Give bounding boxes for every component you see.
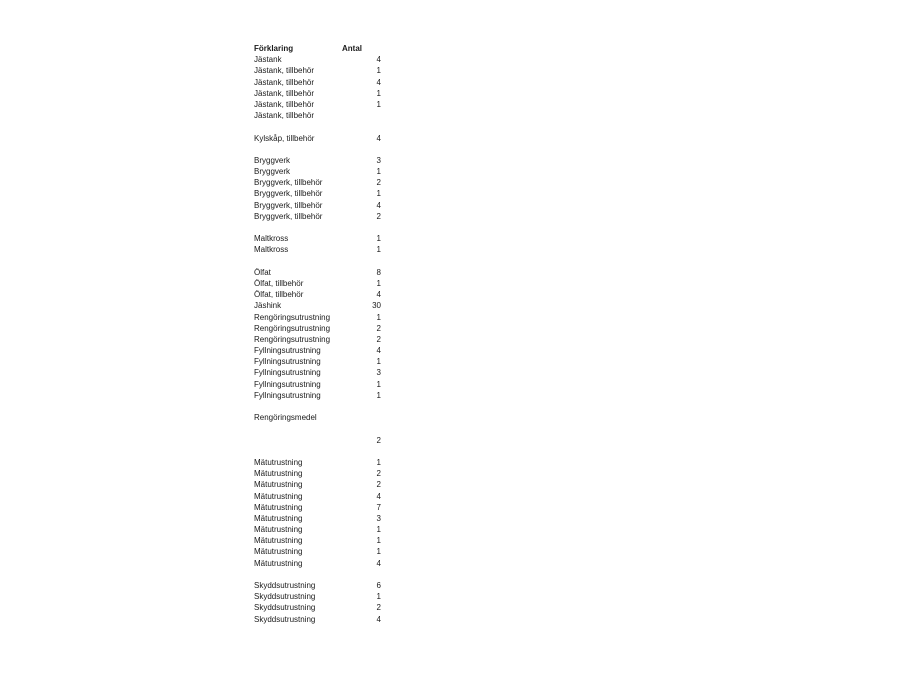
table-row bbox=[254, 591, 394, 602]
quantity-cell: 30 bbox=[372, 301, 381, 311]
description-cell: Kylskåp, tillbehör bbox=[254, 133, 315, 143]
description-cell: Bryggverk, tillbehör bbox=[254, 178, 323, 188]
description-cell: Mätutrustning bbox=[254, 536, 303, 546]
quantity-cell: 3 bbox=[376, 155, 381, 165]
table-row bbox=[254, 121, 394, 132]
quantity-cell: 4 bbox=[376, 346, 381, 356]
description-cell: Bryggverk bbox=[254, 167, 291, 177]
table-row bbox=[254, 233, 394, 244]
table-row bbox=[254, 222, 394, 233]
quantity-cell: 1 bbox=[376, 547, 381, 557]
table-row bbox=[254, 267, 394, 278]
table-row bbox=[254, 446, 394, 457]
description-cell: Mätutrustning bbox=[254, 525, 303, 535]
quantity-cell: 1 bbox=[376, 99, 381, 109]
description-cell: Maltkross bbox=[254, 245, 289, 255]
table-row bbox=[254, 367, 394, 378]
quantity-cell: 2 bbox=[376, 178, 381, 188]
quantity-cell: 7 bbox=[376, 502, 381, 512]
table-row bbox=[254, 300, 394, 311]
table-row bbox=[254, 188, 394, 199]
quantity-cell: 2 bbox=[376, 435, 381, 445]
table-header bbox=[254, 43, 394, 54]
description-cell: Rengöringsutrustning bbox=[254, 334, 331, 344]
table-row bbox=[254, 546, 394, 557]
description-cell: Jästank, tillbehör bbox=[254, 111, 315, 121]
quantity-cell: 6 bbox=[376, 581, 381, 590]
description-cell: Skyddsutrustning bbox=[254, 603, 316, 613]
quantity-cell: 4 bbox=[376, 77, 381, 87]
quantity-cell: 2 bbox=[376, 211, 381, 221]
quantity-cell: 4 bbox=[376, 55, 381, 65]
description-cell: Skyddsutrustning bbox=[254, 614, 316, 624]
table-row bbox=[254, 390, 394, 401]
quantity-cell: 1 bbox=[376, 390, 381, 400]
table-row bbox=[254, 289, 394, 300]
quantity-cell: 1 bbox=[376, 457, 381, 467]
description-cell: Jäshink bbox=[254, 301, 282, 311]
quantity-cell: 1 bbox=[376, 278, 381, 288]
quantity-cell: 8 bbox=[376, 267, 381, 277]
table-row bbox=[254, 345, 394, 356]
column-header-description: Förklaring bbox=[254, 44, 294, 53]
table-row bbox=[254, 524, 394, 535]
table-row bbox=[254, 334, 394, 345]
table-row bbox=[254, 177, 394, 188]
table-row bbox=[254, 133, 394, 144]
table-row bbox=[254, 110, 394, 121]
table-row bbox=[254, 614, 394, 625]
description-cell: Mätutrustning bbox=[254, 502, 303, 512]
quantity-cell: 1 bbox=[376, 312, 381, 322]
quantity-cell: 4 bbox=[376, 491, 381, 501]
table-row bbox=[254, 278, 394, 289]
quantity-cell: 1 bbox=[376, 592, 381, 602]
description-cell: Jästank bbox=[254, 55, 282, 65]
table-row bbox=[254, 468, 394, 479]
quantity-cell: 3 bbox=[376, 368, 381, 378]
description-cell: Bryggverk, tillbehör bbox=[254, 211, 323, 221]
quantity-cell: 1 bbox=[376, 357, 381, 367]
table-row bbox=[254, 457, 394, 468]
quantity-cell: 1 bbox=[376, 536, 381, 546]
table-row bbox=[254, 77, 394, 88]
table-row bbox=[254, 502, 394, 513]
description-cell: Mätutrustning bbox=[254, 547, 303, 557]
table-row bbox=[254, 144, 394, 155]
table-row bbox=[254, 99, 394, 110]
table-row bbox=[254, 535, 394, 546]
table-row bbox=[254, 54, 394, 65]
table-body bbox=[254, 54, 394, 625]
description-cell: Ölfat, tillbehör bbox=[254, 290, 304, 300]
table-row bbox=[254, 155, 394, 166]
table-row bbox=[254, 379, 394, 390]
quantity-cell: 4 bbox=[376, 200, 381, 210]
table-row bbox=[254, 244, 394, 255]
table-row bbox=[254, 580, 394, 591]
table-row bbox=[254, 211, 394, 222]
quantity-cell: 4 bbox=[376, 290, 381, 300]
table-row bbox=[254, 88, 394, 99]
quantity-cell: 4 bbox=[376, 614, 381, 624]
table-row bbox=[254, 491, 394, 502]
quantity-cell: 4 bbox=[376, 133, 381, 143]
description-cell: Jästank, tillbehör bbox=[254, 77, 315, 87]
inventory-sheet bbox=[254, 43, 394, 625]
quantity-cell: 2 bbox=[376, 469, 381, 479]
table-row bbox=[254, 323, 394, 334]
description-cell: Jästank, tillbehör bbox=[254, 66, 315, 76]
description-cell: Rengöringsutrustning bbox=[254, 323, 331, 333]
description-cell: Bryggverk, tillbehör bbox=[254, 200, 323, 210]
description-cell: Rengöringsutrustning bbox=[254, 312, 331, 322]
quantity-cell: 2 bbox=[376, 323, 381, 333]
description-cell: Mätutrustning bbox=[254, 457, 303, 467]
description-cell: Maltkross bbox=[254, 234, 289, 244]
description-cell: Rengöringsmedel bbox=[254, 413, 317, 423]
table-row bbox=[254, 200, 394, 211]
table-row bbox=[254, 435, 394, 446]
quantity-cell: 4 bbox=[376, 558, 381, 568]
description-cell: Bryggverk, tillbehör bbox=[254, 189, 323, 199]
quantity-cell: 1 bbox=[376, 189, 381, 199]
description-cell: Fyllningsutrustning bbox=[254, 346, 321, 356]
quantity-cell: 1 bbox=[376, 379, 381, 389]
column-header-quantity: Antal bbox=[342, 44, 362, 53]
description-cell: Mätutrustning bbox=[254, 491, 303, 501]
quantity-cell: 1 bbox=[376, 525, 381, 535]
table-row bbox=[254, 602, 394, 613]
table-row bbox=[254, 312, 394, 323]
description-cell: Bryggverk bbox=[254, 155, 291, 165]
description-cell: Mätutrustning bbox=[254, 469, 303, 479]
quantity-cell: 1 bbox=[376, 66, 381, 76]
quantity-cell: 1 bbox=[376, 88, 381, 98]
table-row bbox=[254, 412, 394, 423]
description-cell: Mätutrustning bbox=[254, 480, 303, 490]
table-row bbox=[254, 558, 394, 569]
description-cell: Jästank, tillbehör bbox=[254, 99, 315, 109]
description-cell: Ölfat bbox=[254, 267, 271, 277]
table-row bbox=[254, 166, 394, 177]
table-row bbox=[254, 569, 394, 580]
description-cell: Fyllningsutrustning bbox=[254, 368, 321, 378]
quantity-cell: 1 bbox=[376, 234, 381, 244]
description-cell: Mätutrustning bbox=[254, 513, 303, 523]
description-cell: Fyllningsutrustning bbox=[254, 379, 321, 389]
description-cell: Mätutrustning bbox=[254, 558, 303, 568]
quantity-cell: 1 bbox=[376, 167, 381, 177]
table-row bbox=[254, 356, 394, 367]
description-cell: Skyddsutrustning bbox=[254, 581, 316, 590]
quantity-cell: 2 bbox=[376, 480, 381, 490]
description-cell: Jästank, tillbehör bbox=[254, 88, 315, 98]
description-cell: Fyllningsutrustning bbox=[254, 357, 321, 367]
quantity-cell: 2 bbox=[376, 334, 381, 344]
table-row bbox=[254, 423, 394, 434]
table-row bbox=[254, 65, 394, 76]
description-cell: Fyllningsutrustning bbox=[254, 390, 321, 400]
table-row bbox=[254, 479, 394, 490]
table-row bbox=[254, 256, 394, 267]
table-row bbox=[254, 401, 394, 412]
quantity-cell: 1 bbox=[376, 245, 381, 255]
description-cell: Skyddsutrustning bbox=[254, 592, 316, 602]
description-cell: Ölfat, tillbehör bbox=[254, 278, 304, 288]
table-row bbox=[254, 513, 394, 524]
quantity-cell: 2 bbox=[376, 603, 381, 613]
quantity-cell: 3 bbox=[376, 513, 381, 523]
